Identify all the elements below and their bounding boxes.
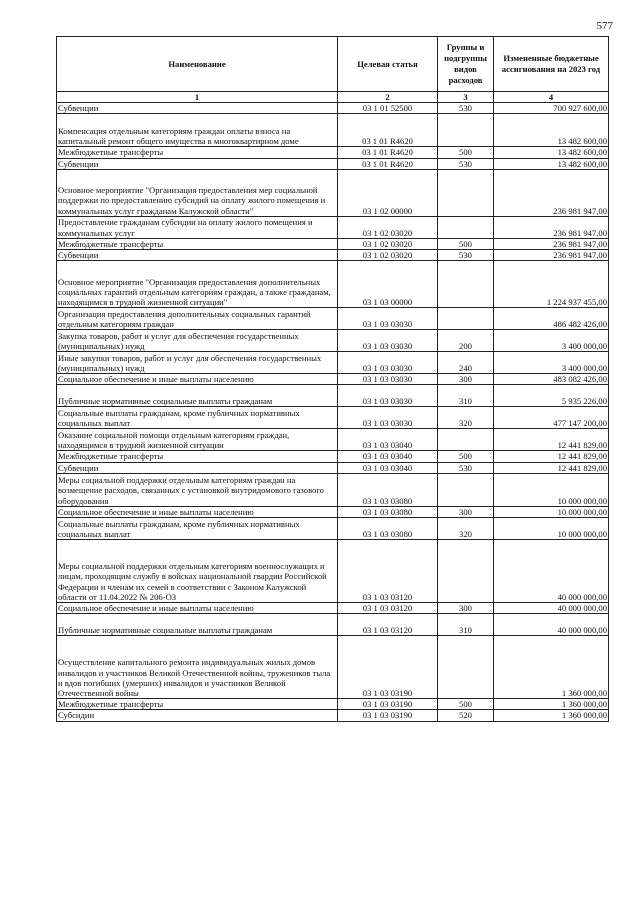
row-amount: 40 000 000,00 xyxy=(494,614,609,636)
budget-table xyxy=(56,36,609,722)
table-row xyxy=(57,250,609,261)
row-name: Основное мероприятие "Организация предоставления дополнительных социальных гарантий отдельным категориям граждан, а также гражданам, находящимся в трудной жизненной ситуации" xyxy=(57,261,338,308)
row-target-code: 03 1 03 03080 xyxy=(338,518,438,540)
row-expense-group: 520 xyxy=(438,710,494,721)
row-amount: 5 935 226,00 xyxy=(494,385,609,407)
row-name: Публичные нормативные социальные выплаты гражданам xyxy=(57,614,338,636)
row-target-code: 03 1 03 00000 xyxy=(338,261,438,308)
row-target-code: 03 1 02 03020 xyxy=(338,250,438,261)
row-expense-group xyxy=(438,429,494,451)
row-expense-group: 500 xyxy=(438,451,494,462)
row-expense-group xyxy=(438,540,494,603)
row-amount: 10 000 000,00 xyxy=(494,506,609,517)
table-row xyxy=(57,216,609,238)
row-expense-group xyxy=(438,636,494,699)
row-amount: 1 360 000,00 xyxy=(494,636,609,699)
table-row xyxy=(57,506,609,517)
row-expense-group: 530 xyxy=(438,158,494,169)
row-target-code: 03 1 01 R4620 xyxy=(338,158,438,169)
row-expense-group: 310 xyxy=(438,614,494,636)
row-expense-group: 500 xyxy=(438,699,494,710)
row-name: Субсидии xyxy=(57,710,338,721)
table-row xyxy=(57,169,609,216)
table-row xyxy=(57,374,609,385)
row-target-code: 03 1 03 03030 xyxy=(338,308,438,330)
row-amount: 236 981 947,00 xyxy=(494,169,609,216)
row-expense-group xyxy=(438,216,494,238)
row-expense-group xyxy=(438,169,494,216)
row-amount: 12 441 829,00 xyxy=(494,462,609,473)
table-row xyxy=(57,518,609,540)
row-name: Иные закупки товаров, работ и услуг для обеспечения государственных (муниципальных) нужд xyxy=(57,352,338,374)
table-row xyxy=(57,308,609,330)
row-amount: 486 482 426,00 xyxy=(494,308,609,330)
row-expense-group xyxy=(438,114,494,147)
row-target-code: 03 1 03 03030 xyxy=(338,330,438,352)
row-name: Межбюджетные трансферты xyxy=(57,451,338,462)
row-amount: 1 360 000,00 xyxy=(494,710,609,721)
table-row xyxy=(57,103,609,114)
table-row xyxy=(57,352,609,374)
row-expense-group: 500 xyxy=(438,147,494,158)
table-row xyxy=(57,462,609,473)
row-target-code: 03 1 01 52500 xyxy=(338,103,438,114)
row-target-code: 03 1 03 03120 xyxy=(338,614,438,636)
row-name: Межбюджетные трансферты xyxy=(57,147,338,158)
row-amount: 3 400 000,00 xyxy=(494,330,609,352)
row-expense-group: 240 xyxy=(438,352,494,374)
row-amount: 236 981 947,00 xyxy=(494,250,609,261)
row-target-code: 03 1 01 R4620 xyxy=(338,114,438,147)
row-target-code: 03 1 03 03030 xyxy=(338,374,438,385)
row-name: Субвенции xyxy=(57,158,338,169)
table-row xyxy=(57,710,609,721)
table-row xyxy=(57,114,609,147)
header-target-article: Целевая статья xyxy=(338,37,438,92)
row-name: Меры социальной поддержки отдельным категориям военнослужащих и лицам, проходящим службу в войсках национальной гвардии Российской Федерации и членам их семей в соответствии с Законом Калужской области от 11.04.2022 № 206-ОЗ xyxy=(57,540,338,603)
row-amount: 483 082 426,00 xyxy=(494,374,609,385)
row-amount: 3 400 000,00 xyxy=(494,352,609,374)
row-amount: 477 147 200,00 xyxy=(494,407,609,429)
row-expense-group: 300 xyxy=(438,603,494,614)
table-row xyxy=(57,158,609,169)
row-name: Организация предоставления дополнительных социальных гарантий отдельным категориям граждан xyxy=(57,308,338,330)
column-index-row xyxy=(57,92,609,103)
row-target-code: 03 1 03 03120 xyxy=(338,540,438,603)
row-name: Компенсация отдельным категориям граждан оплаты взноса на капитальный ремонт общего имущества в многоквартирном доме xyxy=(57,114,338,147)
header-expense-groups: Группы и подгруппы видов расходов xyxy=(438,37,494,92)
row-name: Социальное обеспечение и иные выплаты населению xyxy=(57,506,338,517)
row-amount: 700 927 600,00 xyxy=(494,103,609,114)
row-name: Публичные нормативные социальные выплаты гражданам xyxy=(57,385,338,407)
row-amount: 40 000 000,00 xyxy=(494,603,609,614)
row-amount: 1 224 937 455,00 xyxy=(494,261,609,308)
table-body xyxy=(57,103,609,721)
table-row xyxy=(57,540,609,603)
row-amount: 236 981 947,00 xyxy=(494,238,609,249)
table-row xyxy=(57,451,609,462)
row-amount: 13 482 600,00 xyxy=(494,114,609,147)
column-index: 4 xyxy=(494,92,609,103)
table-row xyxy=(57,603,609,614)
row-target-code: 03 1 03 03040 xyxy=(338,462,438,473)
header-row xyxy=(57,37,609,92)
row-name: Социальные выплаты гражданам, кроме публичных нормативных социальных выплат xyxy=(57,407,338,429)
row-name: Субвенции xyxy=(57,462,338,473)
row-name: Основное мероприятие "Организация предоставления мер социальной поддержки по предоставлению субсидий на оплату жилого помещения и коммунальных услуг гражданам Калужской области" xyxy=(57,169,338,216)
table-row xyxy=(57,330,609,352)
row-expense-group: 300 xyxy=(438,506,494,517)
row-amount: 40 000 000,00 xyxy=(494,540,609,603)
page-number: 577 xyxy=(596,20,613,32)
header-name: Наименование xyxy=(57,37,338,92)
row-expense-group: 530 xyxy=(438,103,494,114)
row-name: Субвенции xyxy=(57,250,338,261)
row-amount: 10 000 000,00 xyxy=(494,518,609,540)
table-row xyxy=(57,407,609,429)
row-target-code: 03 1 01 R4620 xyxy=(338,147,438,158)
row-amount: 1 360 000,00 xyxy=(494,699,609,710)
row-expense-group: 530 xyxy=(438,462,494,473)
row-expense-group xyxy=(438,473,494,506)
row-target-code: 03 1 03 03040 xyxy=(338,451,438,462)
column-index: 2 xyxy=(338,92,438,103)
row-name: Предоставление гражданам субсидии на оплату жилого помещения и коммунальных услуг xyxy=(57,216,338,238)
row-amount: 13 482 600,00 xyxy=(494,147,609,158)
row-amount: 12 441 829,00 xyxy=(494,429,609,451)
row-expense-group: 530 xyxy=(438,250,494,261)
row-amount: 10 000 000,00 xyxy=(494,473,609,506)
row-target-code: 03 1 03 03030 xyxy=(338,407,438,429)
table-row xyxy=(57,429,609,451)
row-amount: 236 981 947,00 xyxy=(494,216,609,238)
row-expense-group: 500 xyxy=(438,238,494,249)
row-amount: 12 441 829,00 xyxy=(494,451,609,462)
row-name: Межбюджетные трансферты xyxy=(57,238,338,249)
table-row xyxy=(57,261,609,308)
row-expense-group: 300 xyxy=(438,374,494,385)
table-row xyxy=(57,473,609,506)
table-row xyxy=(57,636,609,699)
row-name: Социальное обеспечение и иные выплаты населению xyxy=(57,603,338,614)
column-index: 3 xyxy=(438,92,494,103)
row-expense-group: 320 xyxy=(438,407,494,429)
row-target-code: 03 1 03 03080 xyxy=(338,473,438,506)
row-expense-group xyxy=(438,308,494,330)
table-row xyxy=(57,385,609,407)
row-expense-group: 200 xyxy=(438,330,494,352)
row-name: Субвенции xyxy=(57,103,338,114)
column-index: 1 xyxy=(57,92,338,103)
row-target-code: 03 1 03 03190 xyxy=(338,699,438,710)
row-target-code: 03 1 02 00000 xyxy=(338,169,438,216)
table-row xyxy=(57,238,609,249)
row-name: Осуществление капитального ремонта индивидуальных жилых домов инвалидов и участников Великой Отечественной войны, тружеников тыла и вдов погибших (умерших) инвалидов и участников Великой Отечественной войны xyxy=(57,636,338,699)
row-expense-group: 310 xyxy=(438,385,494,407)
row-expense-group xyxy=(438,261,494,308)
row-expense-group: 320 xyxy=(438,518,494,540)
row-target-code: 03 1 03 03030 xyxy=(338,352,438,374)
row-target-code: 03 1 03 03190 xyxy=(338,636,438,699)
row-name: Меры социальной поддержки отдельным категориям граждан на возмещение расходов, связанных с установкой внутридомового газового оборудования xyxy=(57,473,338,506)
row-target-code: 03 1 03 03190 xyxy=(338,710,438,721)
row-name: Социальные выплаты гражданам, кроме публичных нормативных социальных выплат xyxy=(57,518,338,540)
table-row xyxy=(57,147,609,158)
row-name: Закупка товаров, работ и услуг для обеспечения государственных (муниципальных) нужд xyxy=(57,330,338,352)
row-name: Межбюджетные трансферты xyxy=(57,699,338,710)
row-target-code: 03 1 03 03080 xyxy=(338,506,438,517)
row-name: Оказание социальной помощи отдельным категориям граждан, находящимся в трудной жизненной ситуации xyxy=(57,429,338,451)
row-target-code: 03 1 02 03020 xyxy=(338,216,438,238)
row-target-code: 03 1 03 03120 xyxy=(338,603,438,614)
row-name: Социальное обеспечение и иные выплаты населению xyxy=(57,374,338,385)
table-row xyxy=(57,614,609,636)
row-target-code: 03 1 02 03020 xyxy=(338,238,438,249)
row-target-code: 03 1 03 03030 xyxy=(338,385,438,407)
header-budget-amount: Измененные бюджетные ассигнования на 2023 год xyxy=(494,37,609,92)
row-amount: 13 482 600,00 xyxy=(494,158,609,169)
table-row xyxy=(57,699,609,710)
row-target-code: 03 1 03 03040 xyxy=(338,429,438,451)
